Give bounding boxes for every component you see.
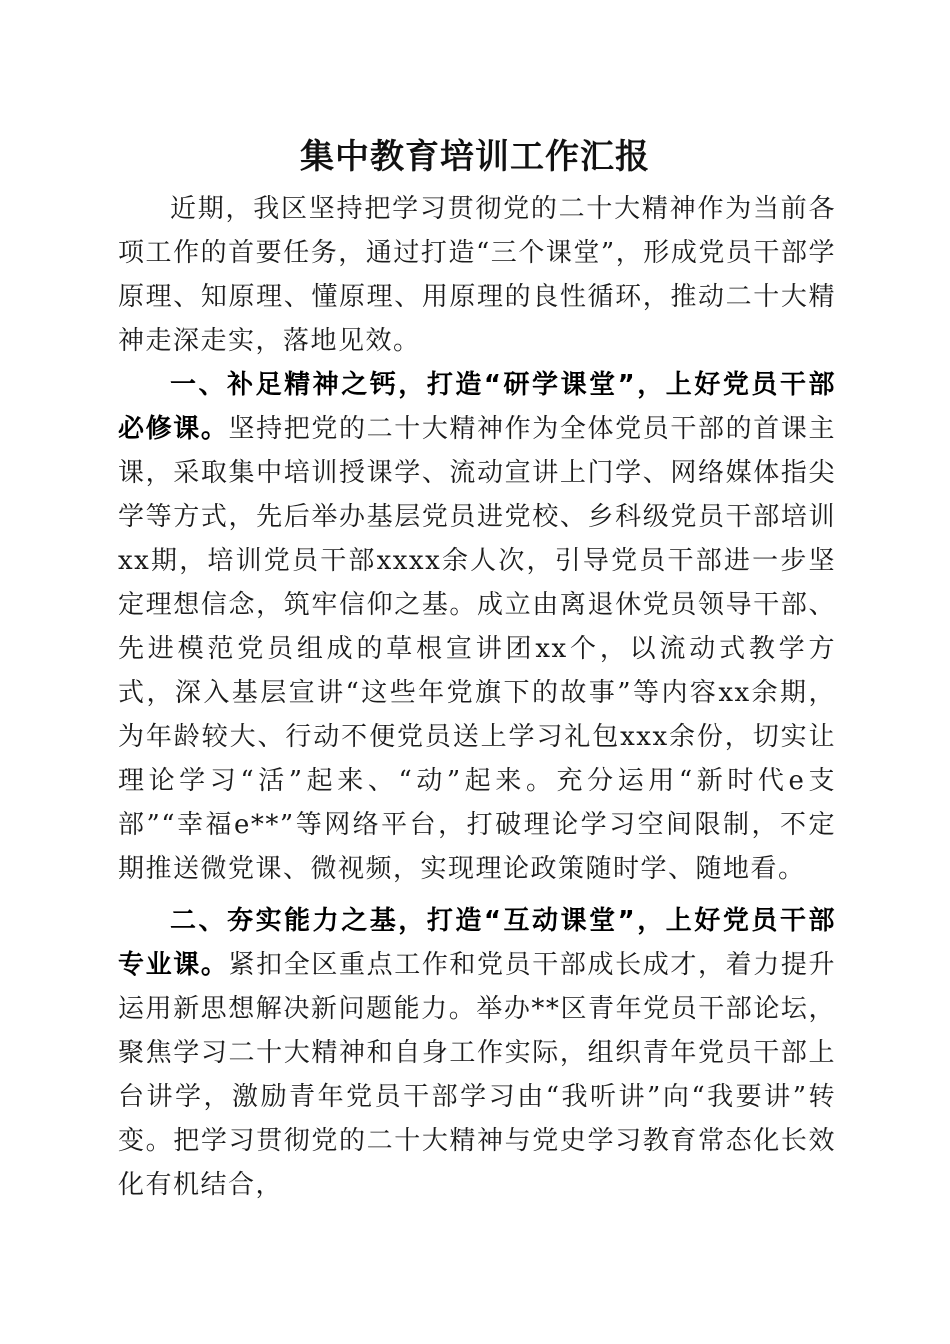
document-title: 集中教育培训工作汇报 (300, 137, 650, 177)
section-heading: 一、补足精神之钙，打造“研学课堂”，上好党员干部必修课。 (118, 370, 836, 444)
paragraph-text: 紧扣全区重点工作和党员干部成长成才，着力提升运用新思想解决新问题能力。举办**区青年党员干部论坛，聚焦学习二十大精神和自身工作实际，组织青年党员干部上台讲学，激励青年党员干部学习由“我听讲”向“我要讲”转变。把学习贯彻党的二十大精神与党史学习教育常态化长效化有机结合， (118, 950, 836, 1200)
paragraph-section-two (118, 899, 836, 1207)
paragraph-text: 坚持把党的二十大精神作为全体党员干部的首课主课，采取集中培训授课学、流动宣讲上门学、网络媒体指尖学等方式，先后举办基层党员进党校、乡科级党员干部培训xx期，培训党员干部xxxx余人次，引导党员干部进一步坚定理想信念，筑牢信仰之基。成立由离退休党员领导干部、先进模范党员组成的草根宣讲团xx个，以流动式教学方式，深入基层宣讲“这些年党旗下的故事”等内容xx余期，为年龄较大、行动不便党员送上学习礼包xxx余份，切实让理论学习“活”起来、“动”起来。充分运用“新时代e支部”“幸福e**”等网络平台，打破理论学习空间限制，不定期推送微党课、微视频，实现理论政策随时学、随地看。 (118, 414, 836, 884)
paragraph-text: 近期，我区坚持把学习贯彻党的二十大精神作为当前各项工作的首要任务，通过打造“三个课堂”，形成党员干部学原理、知原理、懂原理、用原理的良性循环，推动二十大精神走深走实，落地见效。 (118, 194, 836, 356)
paragraph-section-one (118, 363, 836, 891)
section-heading: 二、夯实能力之基，打造“互动课堂”，上好党员干部专业课。 (118, 906, 836, 980)
paragraph-intro (118, 187, 836, 363)
